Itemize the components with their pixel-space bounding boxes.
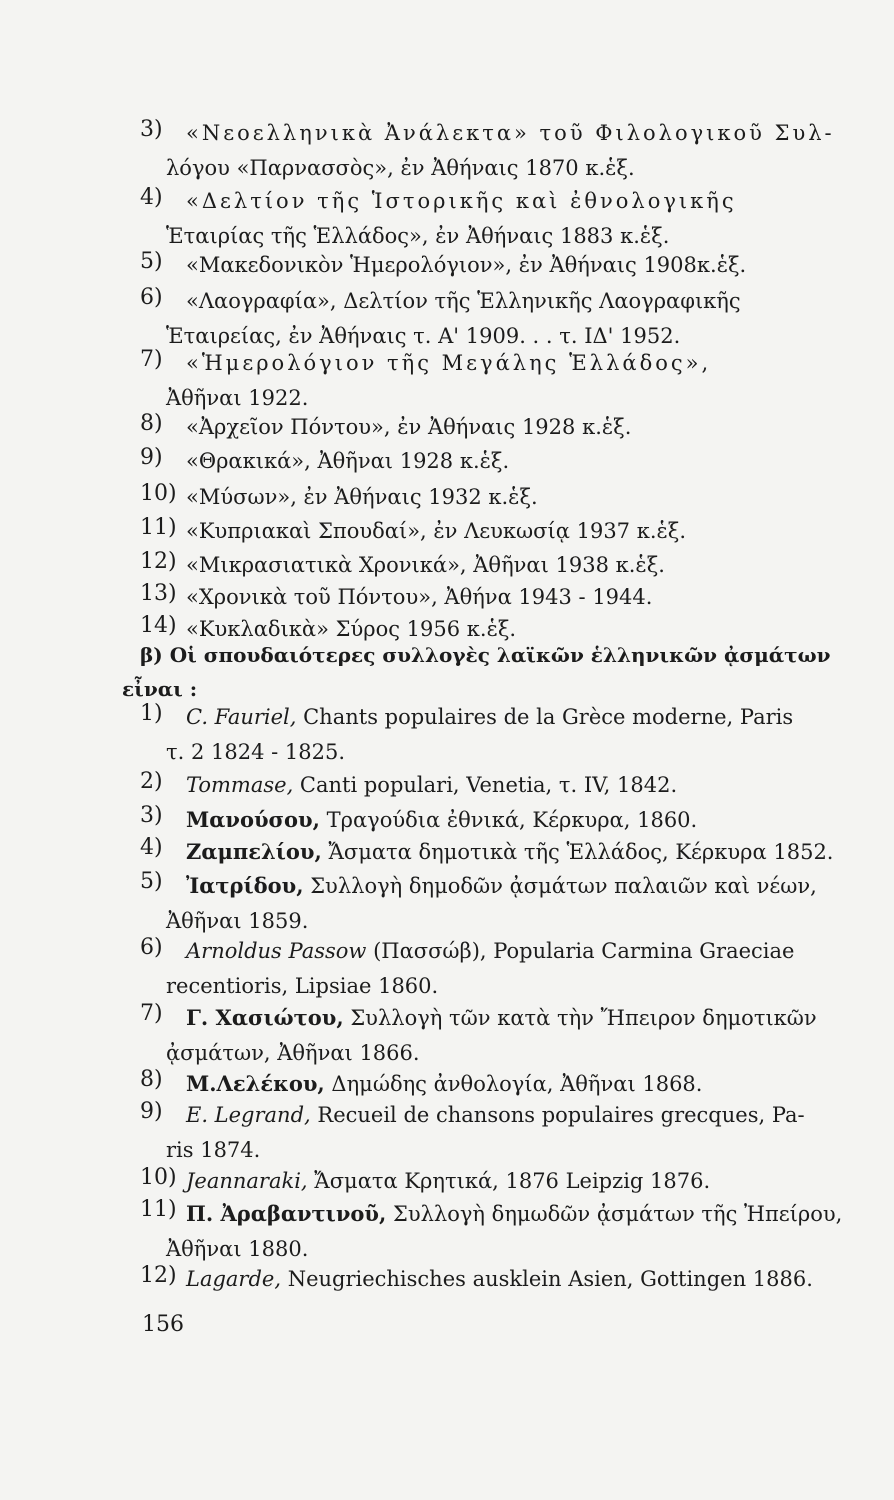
page-number: 156 bbox=[142, 1312, 184, 1337]
author-name: Γ. Χασιώτου, bbox=[186, 1005, 344, 1030]
author-name: Lagarde, bbox=[186, 1267, 282, 1291]
author-name: C. Fauriel, bbox=[186, 705, 297, 729]
author-name: Μανούσου, bbox=[186, 807, 320, 832]
author-name: Arnoldus Passow bbox=[186, 939, 367, 963]
author-name: Ἰατρίδου, bbox=[186, 873, 304, 898]
author-name: E. Legrand, bbox=[186, 1103, 311, 1127]
author-name: Tommase, bbox=[186, 773, 294, 797]
author-name: Μ.Λελέκου, bbox=[186, 1071, 325, 1096]
author-name: Ζαμπελίου, bbox=[186, 839, 322, 864]
document-page: 3) «Νεοελληνικὰ Ἀνάλεκτα» τοῦ Φιλολογικοῦ Συλ- λόγου «Παρνασσὸς», ἐν Ἀθήναις 1870 κ.ἑξ. 4) «Δελτίον τῆς Ἱστορικῆς καὶ ἐθνολογικῆς Ἑταιρίας τῆς Ἑλλάδος», ἐν Ἀθήναις 1883 κ.ἑξ. 5) «Μακεδονικὸν Ἡμερολόγιον», ἐν Ἀθήναις 1908κ.ἑξ. 6) «Λαογραφία», Δελτίον τῆς Ἑλληνικῆς Λαογραφικῆς Ἑταιρείας, ἐν Ἀθήναις τ. Α' 1909. . . τ. ΙΔ' 1952. 7) «Ἡμερολόγιον τῆς Μεγάλης Ἑλλάδος», Ἀθῆναι 1922. 8) «Ἀρχεῖον Πόντου», ἐν Ἀθήναις 1928 κ.ἑξ. 9) «Θρακικά», Ἀθῆναι 1928 κ.ἑξ. 10) «Μύσων», ἐν Ἀθήναις 1932 κ.ἑξ. 11) «Κυπριακαὶ Σπουδαί», ἐν Λευκωσίᾳ 1937 κ.ἑξ. 12) «Μικρασιατικὰ Χρονικά», Ἀθῆναι 1938 κ.ἑξ. 13) «Χρονικὰ τοῦ Πόντου», Ἀθήνα 1943 - 1944. 14) «Κυκλαδικὰ» Σύρος 1956 κ.ἑξ. β) Οἱ σπουδαιότερες συλλογὲς λαϊκῶν ἑλληνικῶν ᾀσμάτων εἶναι : 1) C. Fauriel, Chants populaires de la Grèce moderne, Paris τ. 2 1824 - 1825. 2) Tommase, Canti populari, Venetia, τ. IV, 1842. 3) Μανούσου, Τραγούδια ἐθνικά, Κέρκυρα, 1860. 4) Ζαμπελίου, Ἄσματα δημοτικὰ τῆς Ἑλλάδος, Κέρκυρα 1852. 5) Ἰατρίδου, Συλλογὴ δημοδῶν ᾀσμάτων παλαιῶν καὶ νέων, Ἀθῆναι 1859. 6) Arnoldus Passow (Πασσώβ), Popularia Carmina Graeciae recentioris, Lipsiae 1860. 7) Γ. Χασιώτου, Συλλογὴ τῶν κατὰ τὴν Ἤπειρον δημοτικῶν ᾀσμάτων, Ἀθῆναι 1866. 8) Μ.Λελέκου, Δημώδης ἀνθολογία, Ἀθῆναι 1868. 9) E. Legrand, Recueil de chansons populaires grecques, Pa- ris 1874. 10) Jeannaraki, Ἄσματα Κρητικά, 1876 Leipzig 1876. 11) Π. Ἀραβαντινοῦ, Συλλογὴ δημωδῶν ᾀσμάτων τῆς Ἠπείρου, Ἀθῆναι 1880. 12) Lagarde, Neugriechisches ausklein Asien, Gottingen 1886. 156 bbox=[0, 0, 894, 1500]
section-heading: β) Οἱ σπουδαιότερες συλλογὲς λαϊκῶν ἑλληνικῶν ᾀσμάτων εἶναι : bbox=[122, 643, 831, 701]
author-name: Jeannaraki, bbox=[186, 1169, 308, 1193]
author-name: Π. Ἀραβαντινοῦ, bbox=[186, 1201, 387, 1226]
